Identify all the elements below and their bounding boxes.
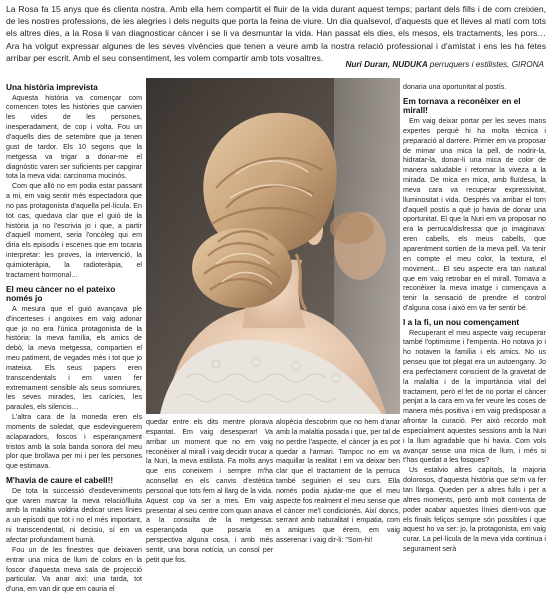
paragraph: alopècia descobrim que no hem d'anar amb la malaltia posada i que, per tal de no perdre l'aspecte, el càncer ja es pot quedar a l'armari. Tampoc no em va maquillar la realitat i em va deixar ben clar que el tractament de la perruca també seguirien el seu curs. Ella només podia ajudar-me que el meu aspecte fos realment el meu sense que el càncer me'l condicionés. Així doncs, serrant amb naturalitat i empatia, com a amigues que érem, em vaig asserenar i vaig dir-li: "Som-hi! [276,418,400,545]
intro-paragraph: La Rosa fa 15 anys que és clienta nostra. Amb ella hem compartit el fluir de la vida durant aquest temps; parlant dels fills i de com creixien, de les nostres professions, de les alegries i dels neguits que porta la feina de viure. Un dia qualsevol, d'aquests que et lleves al matí com tots els altres dies, a la Rosa li van diagnosticar càncer i se li va desmuntar la vida. Han passat els dies, els mesos, els tractaments, les pors… Ara ha volgut expressar algunes de les seves vivències que tenen a veure amb la nostra relació professional i d'amistat i ens les ha fetes arribar per escrit. Amb el seu consentiment, les volem compartir amb tots vosaltres. [6,4,546,63]
paragraph: L'altra cara de la moneda eren els moments de soledat, que esdevinguerem aclaparadors, foscos i esperançament tristos amb la sola banda sonora del meu plor que brollava per mi i per les persones que estimava. [6,413,142,471]
hair-photo-illustration [146,78,400,414]
paragraph: A mesura que el guió avançava ple d'incerteses i angoixes em vaig adonar que jo no era l'única protagonista de la història: la meva família, els amics de debò, la meva metgessa, compartien el meu patiment, de vegades més i tot que jo mateixa. Els seus papers eren transcendentals i em varen fer extremament sensible als seus somriures, les seves mirades, les carícies, les paraules, els silencis… [6,304,142,412]
byline-salon: NUDUKA [392,60,428,69]
byline-author: Nuri Duran, [345,60,391,69]
section-heading: M'havia de caure el cabell!! [6,475,114,486]
section-heading: Una història imprevista [6,82,98,92]
middle-column-1 [146,418,273,564]
section-heading: I a la fi, un nou començament [403,316,520,327]
paragraph: Em vaig deixar portar per les seves mans expertes perquè hi ha molta tècnica i preparació al darrere. Primer em va proposar de mimar una mica la pell, de nodrir-la, hidratar-la, donar-li una mica de color de manera saludable i retornar la viveza a la mirada. De mica en mica, amb fluïdesa, la meva cara va recuperar expressivitat, lluminositat i vida. Després va arribar el torn d'aquell postís a què jo havia de donar una oportunitat. El que la Nuri em va proposar no era la perruca/disfressa que jo imaginava: eren cabells, els meus cabells, que aparentment sortien de la meva pell. Va tenir en compte el meu color, la textura, el moviment... El seu aspecte era tan natural que em vaig retrobar en el mirall. Tornava a reconèixer la meva imatge i començava a tenir la sensació de prendre el control d'alguna cosa i això em va fer sentir bé. [403,117,546,313]
byline [345,60,544,69]
middle-column-2 [276,418,400,550]
section-heading: El meu càncer no el pateixo només jo [6,283,116,304]
paragraph: Recuperant el meu aspecte vaig recuperar també l'optimisme i l'empenta. Ho notava jo i ho notaven la família i els amics. No us penseu que tot plegat era un autoengany. Jo era perfectament conscient de la gravetat de la malaltia i de la importància vital del tractament, però el fet de no portar el càncer penjat a la cara em va fer veure les coses de manera més positiva i em vaig predisposar a afrontar la curació. Per això recordo molt especialment aquestes sessions amb la Nuri i la llum agradable que hi havia. Com vols avançar sense una mica de llum, i més si t'has quedat a les fosques? [403,328,546,465]
paragraph: De tota la successió d'esdeveniments que varen marcar la meva relació/lluita amb la malaltia voldria dedicar unes línies a un episodi que tot i no el més important, ni transcendental, ni decisiu, sí em va afectar profundament humà. [6,486,142,544]
left-column [6,82,142,594]
byline-salon-description: perruquers i estilistes, GIRONA [429,60,544,69]
section-heading: Em tornava a reconèixer en el mirall! [403,95,521,116]
paragraph: Us estalvio altres capítols, la majoria dolorosos, d'aquesta història que se'm va fer tan llarga. Queden per a altres fulls i per a altres moments, però amb molt contenta de poder acabar aquestes línies dient-vos que els finals feliços sempre són possibles i que aquest ho va ser: jo, la protagonista, em vaig curar. La pel·lícula de la meva vida continua i segurament serà [403,466,546,554]
paragraph: Fou un de les finestres que deixaven entrar una mica de llum de colors en la foscor d'aquesta meva sala de projecció particular. Va anar així: una tarda, tot d'una, em van dir que em cauria el [6,545,142,594]
paragraph: quedar entre els dits mentre plorava espantat. Em vaig desesperar! Va arribar un moment que no em vaig reconèixer al mirall i vaig decidir trucar a la Nuri, la meva estilista. Fa molts anys que ens coneixem i sempre m'ha aconsellat en els canvis d'estètica personal que tots fem al llarg de la vida. Aquest cop va ser a mes. Em vaig presentar al seu centre com quan anava a la consulta de la metgessa: esperançada que posaria en perspectiva alguna cosa, i amb més sentit, una bona notícia, un consol per petit que fos. [146,418,273,564]
right-column [403,83,546,554]
paragraph: Com que allò no em podia estar passant a mi, em vaig sentir més espectadora que no pas protagonista d'aquella pel·lícula. En tot cas, quedava clar que el guió de la història ja no l'escrivia jo i que, a partir d'aquell moment, seria l'oncòleg qui em diria els episodis i escenes que em tocaria interpretar: les proves, la intervenció, la quimioteràpia, la radioteràpia, el tractament hormonal… [6,182,142,279]
paragraph: donaria una oportunitat al postís. [403,83,507,91]
hair-photo [146,78,400,414]
paragraph: Aquesta història va començar com comencen totes les històries que canvien les vides de les persones, inesperadament, de cop i volta. Fou un d'aquells dies de setembre que ja tenen gust de tardor. Els 10 segons que la metgessa va trigar a donar-me el diagnòstic varen ser suficients per capgirar tota la meva vida: carcinoma mucinós. [6,93,142,181]
